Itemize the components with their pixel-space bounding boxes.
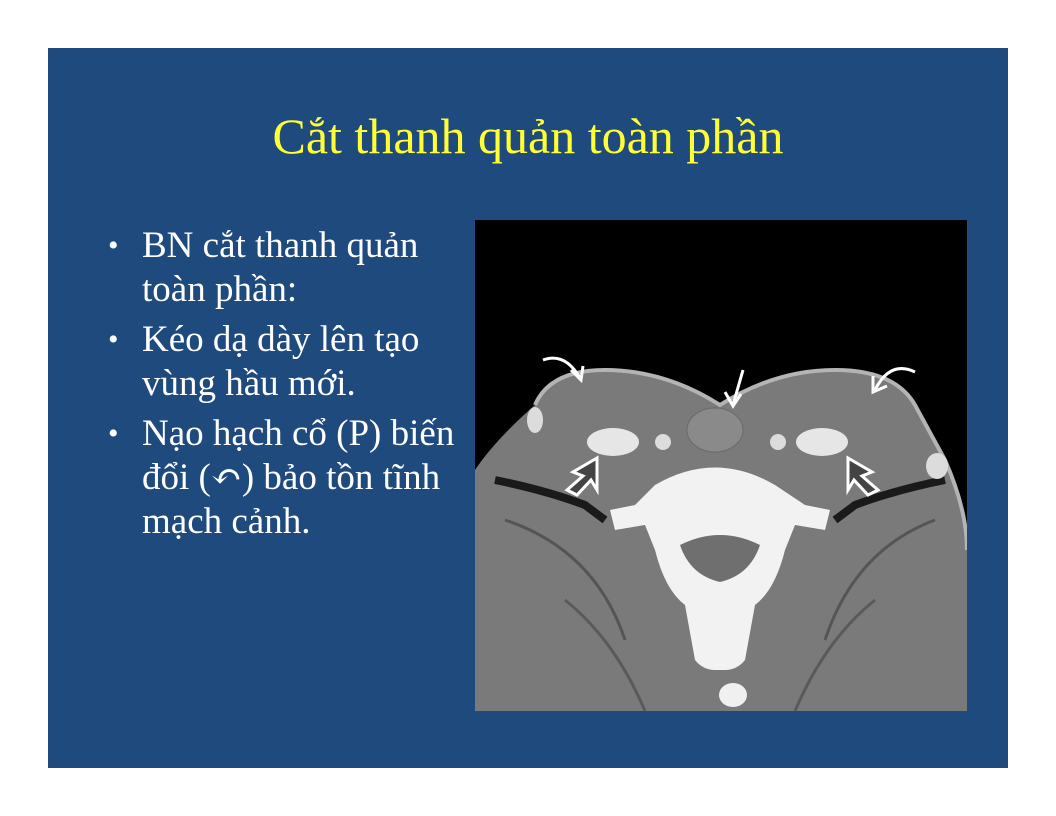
slide-title: Cắt thanh quản toàn phần [272,108,784,164]
bullet-icon: • [108,323,119,356]
ct-scan-image [475,220,967,711]
ct-scan-icon [475,220,967,711]
bullet-text: BN cắt thanh quản toàn phần: [142,225,419,310]
bullet-item [108,318,458,406]
bullet-icon: • [108,229,119,262]
slide [48,48,1008,768]
bullet-text: Nạo hạch cổ (P) biến đổi (↶) bảo tồn tĩnh mạch cảnh. [142,413,455,542]
bullet-item [108,412,458,544]
bullet-list [108,224,458,550]
bullet-icon: • [108,417,119,450]
bullet-text: Kéo dạ dày lên tạo vùng hầu mới. [142,319,420,404]
bullet-item [108,224,458,312]
